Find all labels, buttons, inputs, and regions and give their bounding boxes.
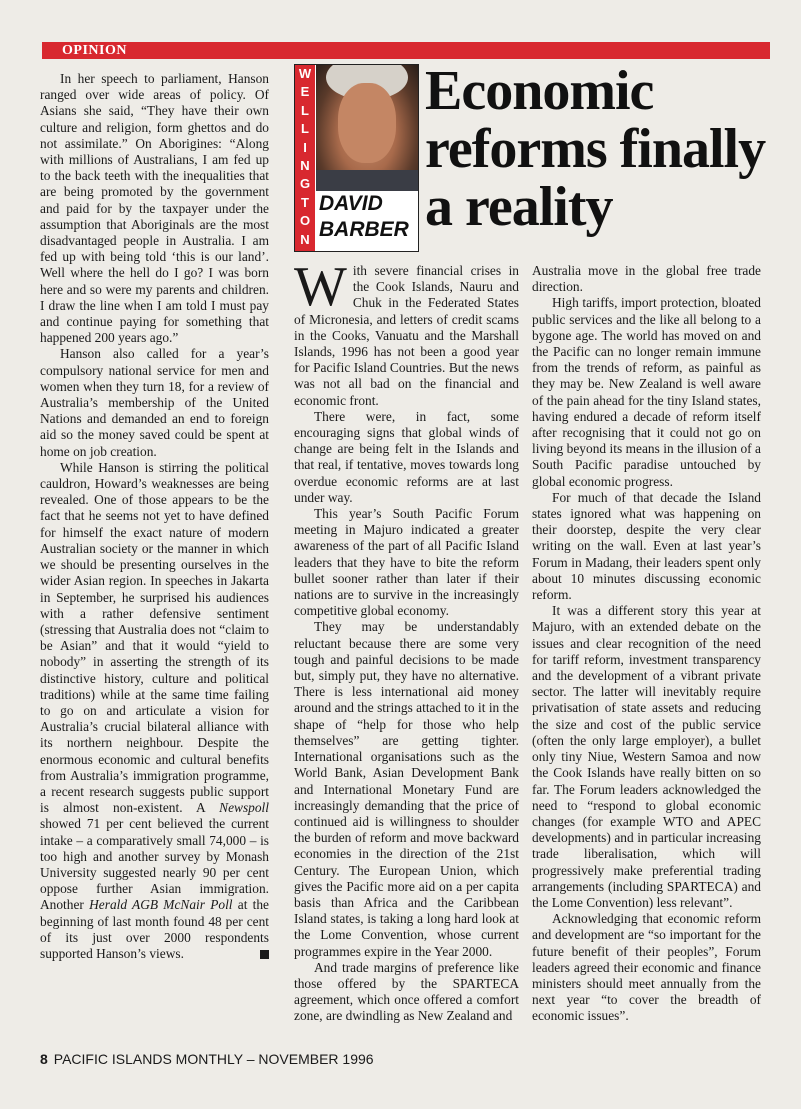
headline-line: a reality bbox=[425, 176, 613, 238]
section-label: OPINION bbox=[62, 43, 127, 58]
author-last-name: BARBER bbox=[319, 218, 409, 241]
article-column-left bbox=[40, 71, 269, 962]
columnist-badge bbox=[294, 64, 419, 252]
paragraph: They may be understandably reluctant because there are some very tough and painful decisions to be made but, simply put, they have no alternative. There is less international aid money around and the strings attached to it in the shape of “help for those who help themselves” are getting tighter. International organisations such as the World Bank, Asian Development Bank and International Monetary Fund are increasingly demanding that the price of continued aid is willingness to shoulder the burden of reform and move backward economies in the direction of the 21st Century. The European Union, which gives the Pacific more aid on a per capita basis than Africa and the Caribbean Island states, is taking a long hard look at the Lome Convention, whose current programmes expire in the Year 2000. bbox=[294, 619, 519, 959]
paragraph: This year’s South Pacific Forum meeting in Majuro indicated a greater awareness of the part of all Pacific Island leaders that they have to bite the reform bullet sooner rather than later if their nations are to survive in the increasingly competitive global economy. bbox=[294, 506, 519, 619]
paragraph: It was a different story this year at Majuro, with an extended debate on the issues and clear recognition of the need for tariff reform, investment transparency and the development of a vibrant private sector. The latter will inevitably require privatisation of state assets and reducing the size and cost of the public service (often the only large employer), a bullet only tiny Niue, Western Samoa and now the Cook Islands have really bitten on so far. The Forum leaders acknowledged the need to “respond to global economic changes (for example WTO and APEC developments) and in particular increasing trade liberalisation, which will progressively make preferential trading arrangements (including SPARTECA) and the Lome Convention) less relevant”. bbox=[532, 603, 761, 910]
paragraph: For much of that decade the Island states ignored what was happening on their doorstep, despite the very clear writing on the wall. Even at last year’s Forum in Madang, their leaders spent only about 10 minutes discussing economic reform. bbox=[532, 489, 761, 603]
photo-shirt bbox=[316, 170, 418, 191]
author-photo bbox=[316, 65, 418, 191]
city-letter: T bbox=[301, 194, 309, 210]
paragraph: There were, in fact, some encouraging signs that global winds of change are being felt in the Islands and that real, if tentative, moves towards long overdue economic reforms are at last under way. bbox=[294, 408, 519, 505]
page-number: 8 bbox=[40, 1051, 48, 1067]
text-run: at the beginning of last month found 48 per cent of its just over 2000 respondents supported Hanson’s views. bbox=[40, 897, 269, 961]
lead-paragraph bbox=[294, 256, 519, 409]
text-run: showed 71 per cent believed the current intake – a comparatively small 74,000 – is too high and another survey by Monash University suggested nearly 90 per cent oppose further Asian immigration. Another bbox=[40, 816, 269, 913]
paragraph-text: ith severe financial crises in the Cook Islands, Nauru and Chuk in the Federated States of Micronesia, and letters of credit scams in the Cooks, Vanuatu and the Marshall Islands, 1996 has not been a good year for Pacific Island Countries. But the news was not all bad on the financial and economic front. bbox=[294, 263, 519, 408]
photo-face bbox=[338, 83, 396, 163]
publication-line: PACIFIC ISLANDS MONTHLY – NOVEMBER 1996 bbox=[53, 1051, 374, 1067]
paragraph bbox=[40, 460, 269, 962]
author-name bbox=[316, 191, 418, 251]
city-letter: E bbox=[300, 84, 310, 100]
section-banner bbox=[42, 42, 770, 59]
paragraph: Acknowledging that economic reform and development are “so important for the future benefit of their peoples”, Forum leaders agreed their economic and finance ministers should meet annually from the next year “to cover the breadth of economic issues”. bbox=[532, 911, 761, 1024]
city-letter: N bbox=[300, 158, 310, 174]
city-letter: I bbox=[303, 139, 307, 155]
city-letter: G bbox=[299, 176, 311, 192]
page-footer bbox=[40, 1051, 374, 1067]
city-letter: O bbox=[299, 213, 311, 229]
article-column-middle bbox=[294, 256, 519, 1025]
city-letter: W bbox=[298, 66, 312, 81]
headline-line: Economic bbox=[425, 60, 654, 122]
headline-line: reforms finally bbox=[425, 118, 766, 180]
paragraph: Hanson also called for a year’s compulsory national service for men and women when they turn 18, for a review of Australia’s membership of the United Nations and demanded an end to foreign aid so the money saved could be spent at home on job creation. bbox=[40, 346, 269, 459]
city-letter: N bbox=[300, 231, 310, 247]
drop-cap: W bbox=[294, 256, 347, 318]
paragraph: Australia move in the global free trade direction. bbox=[532, 263, 761, 295]
end-mark-icon bbox=[260, 950, 269, 959]
city-strip bbox=[295, 65, 315, 251]
city-letter: L bbox=[301, 102, 309, 118]
text-run: A bbox=[182, 800, 220, 816]
paragraph: And trade margins of preference like those offered by the SPARTECA agreement, which once offered a comfort zone, are dwindling as New Zealand and bbox=[294, 959, 519, 1024]
paragraph: High tariffs, import protection, bloated public services and the like all belong to a bygone age. The world has moved on and the Pacific can no longer remain immune from the trends of reform, as painful as they may be. New Zealand is well aware of the pain ahead for the tiny Island states, having endured a decade of reform itself after recognising that it could not go on living beyond its means in the illusion of a South Pacific paradise untouched by global economic progress. bbox=[532, 295, 761, 489]
city-letter: L bbox=[301, 121, 309, 137]
poll-title: Herald AGB McNair Poll bbox=[89, 897, 233, 913]
paragraph: In her speech to parliament, Hanson ranged over wide areas of policy. Of Asians she said, “They have their own culture and religion, form ghettos and do not assimilate.” On Aborigines: “Along with millions of Australians, I am fed up to the back teeth with the inequalities that are being promoted by the government and paid for by the taxpayer under the assumption that Aboriginals are the most disadvantaged people in Australia. I am fed up with being told ‘this is our land’. Well where the hell do I go? I was born here and so were my parents and children. I draw the line when I am told I must pay and continue paying for something that happened 200 years ago.” bbox=[40, 71, 269, 346]
newspoll-title: Newspoll bbox=[219, 800, 269, 816]
paragraph-text: While Hanson is stirring the political cauldron, Howard’s weaknesses are being revealed. One of those appears to be the fact that he seems not yet to have defined for himself the exact nature of modern Australian society or the manner in which we should be presenting ourselves in the wider Asian region. In speeches in Jakarta in September, he surprised his audiences with a rather defensive sentiment (stressing that Australia does not “claim to be Asian” and that it would “yield to nobody” in asserting the strength of its distinctive history, culture and political traditions) while at the same time failing to go on and articulate a vision for Australia’s crucial bilateral alliance with its northern neighbour. Despite the enormous economic and cultural benefits from Australia’s immigration programme, a recent research suggests public support is almost non-existent. bbox=[40, 459, 269, 816]
author-first-name: DAVID bbox=[319, 192, 383, 215]
article-headline bbox=[425, 62, 775, 236]
article-column-right bbox=[532, 263, 761, 1025]
